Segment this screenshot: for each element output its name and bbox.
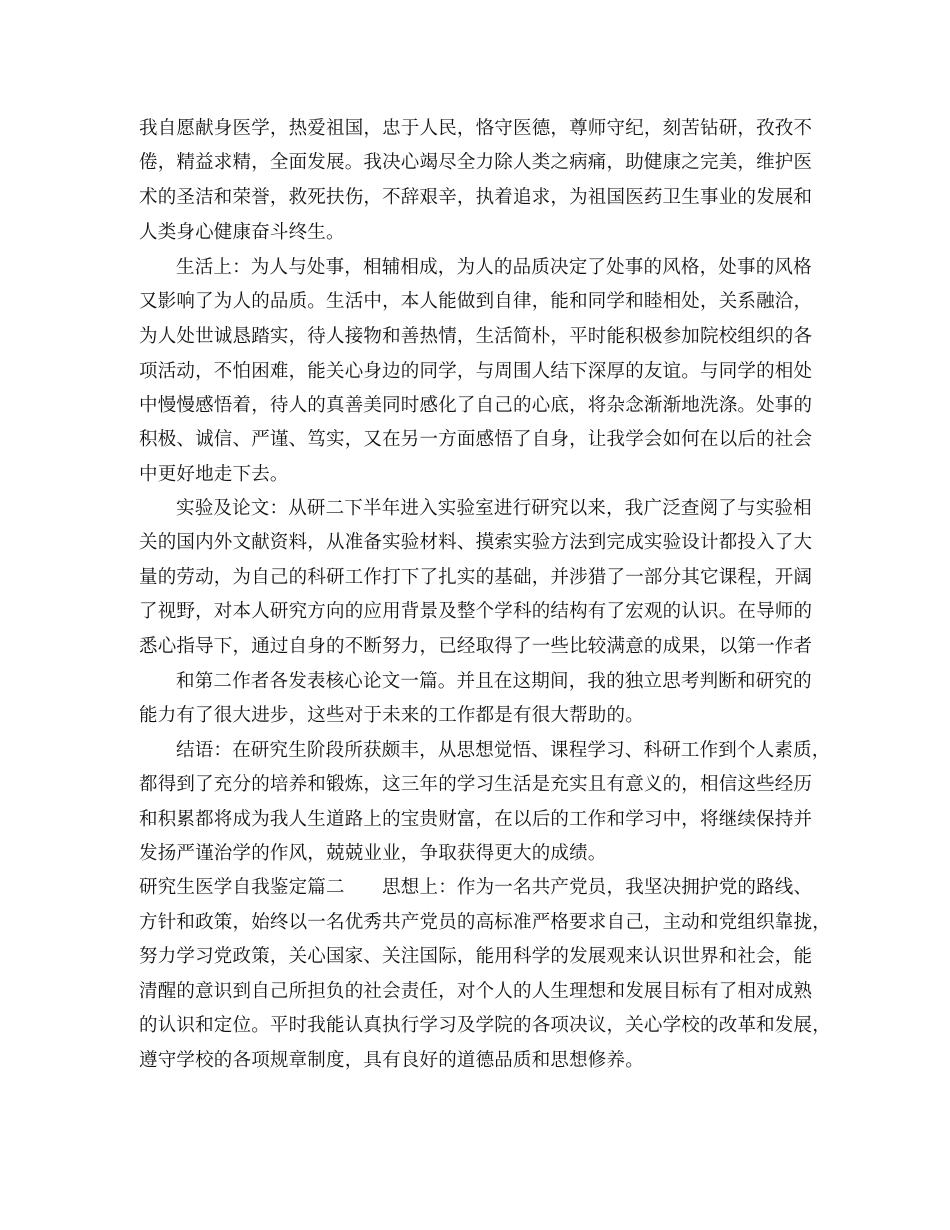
text-line: 清醒的意识到自己所担负的社会责任，对个人的人生理想和发展目标有了相对成熟 (139, 981, 813, 1002)
text-line: 项活动，不怕困难，能关心身边的同学，与周围人结下深厚的友谊。与同学的相处 (139, 361, 813, 382)
paragraph-start-line: 实验及论文：从研二下半年进入实验室进行研究以来，我广泛查阅了与实验相 (176, 498, 812, 519)
text-line: 悉心指导下，通过自身的不断努力，已经取得了一些比较满意的成果，以第一作者 (139, 636, 813, 657)
text-line: 和积累都将成为我人生道路上的宝贵财富，在以后的工作和学习中，将继续保持并 (139, 809, 813, 830)
text-line: 发扬严谨治学的作风，兢兢业业，争取获得更大的成绩。 (139, 843, 607, 864)
text-line: 的认识和定位。平时我能认真执行学习及学院的各项决议，关心学校的改革和发展， (139, 1015, 831, 1036)
text-line: 术的圣洁和荣誉，救死扶伤，不辞艰辛，执着追求，为祖国医药卫生事业的发展和 (139, 187, 813, 208)
section-heading-line: 研究生医学自我鉴定篇二 思想上：作为一名共产党员，我坚决拥护党的路线、 (139, 877, 813, 898)
text-line: 能力有了很大进步，这些对于未来的工作都是有很大帮助的。 (139, 705, 644, 726)
text-line: 人类身心健康奋斗终生。 (139, 222, 345, 243)
text-line: 倦，精益求精，全面发展。我决心竭尽全力除人类之病痛，助健康之完美，维护医 (139, 152, 813, 173)
text-line: 我自愿献身医学，热爱祖国，忠于人民，恪守医德，尊师守纪，刻苦钻研，孜孜不 (139, 118, 813, 139)
text-line: 了视野，对本人研究方向的应用背景及整个学科的结构有了宏观的认识。在导师的 (139, 601, 813, 622)
text-line: 方针和政策，始终以一名优秀共产党员的高标准严格要求自己，主动和党组织靠拢， (139, 912, 831, 933)
text-line: 积极、诚信、严谨、笃实，又在另一方面感悟了自身，让我学会如何在以后的社会 (139, 429, 813, 450)
text-line: 关的国内外文献资料，从准备实验材料、摸索实验方法到完成实验设计都投入了大 (139, 532, 813, 553)
paragraph-start-line: 和第二作者各发表核心论文一篇。并且在这期间，我的独立思考判断和研究的 (176, 671, 812, 692)
text-line: 努力学习党政策，关心国家、关注国际，能用科学的发展观来认识世界和社会，能 (139, 946, 813, 967)
text-line: 为人处世诚恳踏实，待人接物和善热情，生活简朴，平时能积极参加院校组织的各 (139, 326, 813, 347)
text-line: 遵守学校的各项规章制度，具有良好的道德品质和思想修养。 (139, 1050, 644, 1071)
text-line: 都得到了充分的培养和锻炼，这三年的学习生活是充实且有意义的，相信这些经历 (139, 774, 813, 795)
text-line: 又影响了为人的品质。生活中，本人能做到自律，能和同学和睦相处，关系融洽， (139, 291, 813, 312)
paragraph-start-line: 结语：在研究生阶段所获颇丰，从思想觉悟、课程学习、科研工作到个人素质， (176, 740, 831, 761)
text-line: 量的劳动，为自己的科研工作打下了扎实的基础，并涉猎了一部分其它课程，开阔 (139, 567, 813, 588)
text-line: 中慢慢感悟着，待人的真善美同时感化了自己的心底，将杂念渐渐地洗涤。处事的 (139, 395, 813, 416)
text-line: 中更好地走下去。 (139, 464, 289, 485)
paragraph-start-line: 生活上：为人与处事，相辅相成，为人的品质决定了处事的风格，处事的风格 (176, 257, 812, 278)
